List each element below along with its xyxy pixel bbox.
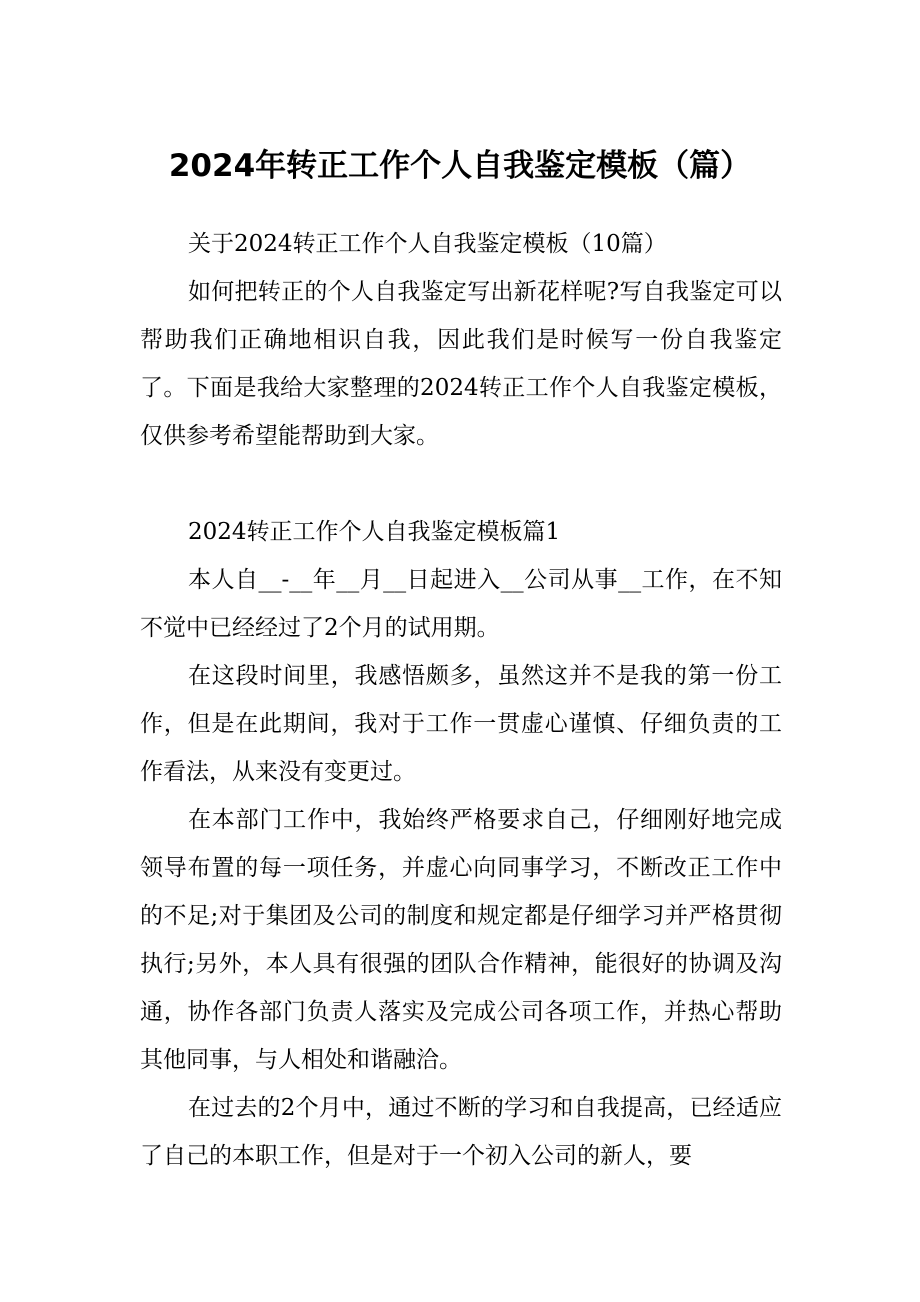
body-paragraph: 本人自__-__年__月__日起进入__公司从事__工作，在不知不觉中已经经过了2个月的试用期。	[140, 567, 782, 641]
document-title: 2024年转正工作个人自我鉴定模板（篇）	[168, 148, 752, 184]
body-paragraph: 在本部门工作中，我始终严格要求自己，仔细刚好地完成领导布置的每一项任务，并虚心向同事学习，不断改正工作中的不足;对于集团及公司的制度和规定都是仔细学习并严格贯彻执行;另外，本人具有很强的团队合作精神，能很好的协调及沟通，协作各部门负责人落实及完成公司各项工作，并热心帮助其他同事，与人相处和谐融洽。	[140, 807, 782, 1073]
blank-line	[140, 460, 782, 508]
body-paragraph: 在这段时间里，我感悟颇多，虽然这并不是我的第一份工作，但是在此期间，我对于工作一贯虚心谨慎、仔细负责的工作看法，从来没有变更过。	[140, 663, 782, 785]
body-paragraph: 在过去的2个月中，通过不断的学习和自我提高，已经适应了自己的本职工作，但是对于一个初入公司的新人，要	[140, 1095, 782, 1169]
document-body	[140, 220, 782, 1180]
section-heading: 2024转正工作个人自我鉴定模板篇1	[188, 519, 561, 545]
intro-heading: 关于2024转正工作个人自我鉴定模板（10篇）	[188, 231, 667, 257]
intro-paragraph: 如何把转正的个人自我鉴定写出新花样呢?写自我鉴定可以帮助我们正确地相识自我，因此我们是时候写一份自我鉴定了。下面是我给大家整理的2024转正工作个人自我鉴定模板，仅供参考希望能帮助到大家。	[140, 279, 782, 449]
